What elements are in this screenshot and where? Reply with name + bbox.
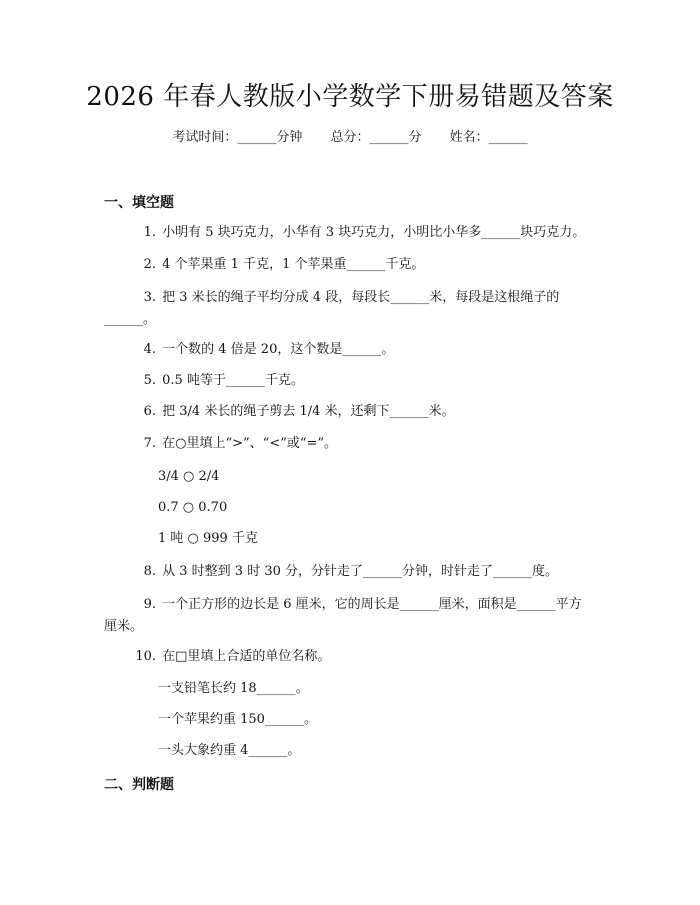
question-text: 从 3 时整到 3 时 30 分，分针走了______分钟，时针走了______度。 [162,564,559,579]
question-number: 2. [143,257,156,272]
q7-item: 0.7 ○ 0.70 [158,500,228,515]
question-text-continued: 厘米。 [104,619,144,634]
student-name: 姓名：______ [449,130,528,145]
question-1 [104,222,604,244]
question-text: 把 3/4 米长的绳子剪去 1/4 米，还剩下______米。 [162,404,455,419]
question-3 [104,287,604,309]
q10-item: 一个苹果约重 150______。 [158,712,317,727]
question-text: 一个正方形的边长是 6 厘米，它的周长是______厘米，面积是______平方 [162,597,582,612]
question-8 [104,561,604,583]
question-text: 把 3 米长的绳子平均分成 4 段，每段长______米，每段是这根绳子的 [162,290,560,305]
question-4 [104,339,604,361]
question-text: 0.5 吨等于______千克。 [162,373,304,388]
question-text: 在□里填上合适的单位名称。 [162,649,331,664]
question-text: 4 个苹果重 1 千克，1 个苹果重______千克。 [162,257,425,272]
question-number: 8. [143,564,156,579]
question-number: 10. [135,649,156,664]
page-title: 2026 年春人教版小学数学下册易错题及答案 [86,82,614,112]
question-5 [104,370,604,392]
q10-item: 一头大象约重 4______。 [158,743,301,758]
q10-item: 一支铅笔长约 18______。 [158,681,309,696]
question-text: 一个数的 4 倍是 20，这个数是______。 [162,342,395,357]
question-number: 9. [143,597,156,612]
question-9 [104,594,604,616]
question-9-continuation [104,616,604,638]
exam-time: 考试时间：______分钟 [172,130,303,145]
question-6 [104,401,604,423]
question-text: 小明有 5 块巧克力，小华有 3 块巧克力，小明比小华多______块巧克力。 [162,225,586,240]
section-heading-true-false: 二、判断题 [104,777,174,793]
exam-info [0,128,700,148]
question-number: 3. [143,290,156,305]
question-number: 5. [143,373,156,388]
exam-score: 总分：______分 [330,130,422,145]
question-number: 7. [143,436,156,451]
question-number: 4. [143,342,156,357]
question-2 [104,254,604,276]
question-number: 6. [143,404,156,419]
question-3-continuation [104,309,604,331]
question-text: 在○里填上“>”、“<”或“=”。 [162,436,338,451]
q7-item: 3/4 ○ 2/4 [158,469,220,484]
question-text-continued: ______。 [104,312,157,327]
question-number: 1. [143,225,156,240]
question-7 [104,433,604,455]
q7-item: 1 吨 ○ 999 千克 [158,531,258,546]
question-10 [104,646,604,668]
section-heading-fill-blank: 一、填空题 [104,195,174,211]
